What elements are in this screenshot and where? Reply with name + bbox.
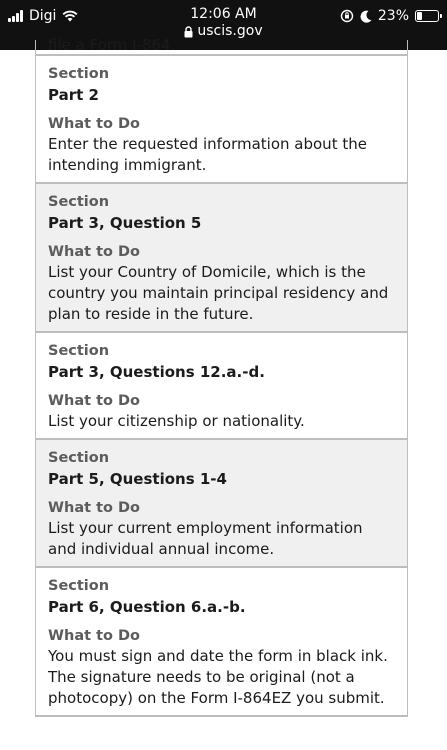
section-label: Section xyxy=(48,66,110,82)
table-row-fragment xyxy=(36,34,407,56)
battery-icon xyxy=(415,10,439,22)
carrier-name: Digi xyxy=(29,8,57,24)
table-row xyxy=(36,184,407,333)
todo-label: What to Do xyxy=(48,500,141,516)
page-content xyxy=(0,36,447,750)
todo-text: You must sign and date the form in black ink. The signature needs to be original (not a photocopy) on the Form I-864EZ you submit. xyxy=(48,647,388,707)
row-fragment-text: file a Form I-864. xyxy=(48,36,176,54)
todo-text: Enter the requested information about the intending immigrant. xyxy=(48,135,367,174)
section-value: Part 5, Questions 1-4 xyxy=(48,470,227,488)
orientation-lock-icon xyxy=(340,9,354,23)
todo-label: What to Do xyxy=(48,628,141,644)
section-label: Section xyxy=(48,578,110,594)
section-value: Part 3, Questions 12.a.-d. xyxy=(48,363,265,381)
status-time: 12:06 AM xyxy=(190,6,257,22)
moon-icon xyxy=(360,10,372,23)
table-row xyxy=(36,333,407,440)
table-row xyxy=(36,440,407,568)
instructions-table xyxy=(35,36,408,717)
todo-text: List your Country of Domicile, which is the country you maintain principal residency and plan to reside in the future. xyxy=(48,263,389,323)
table-row xyxy=(36,56,407,184)
todo-label: What to Do xyxy=(48,393,141,409)
battery-percent: 23% xyxy=(377,8,409,24)
todo-text: List your citizenship or nationality. xyxy=(48,412,305,430)
todo-text: List your current employment information and individual annual income. xyxy=(48,519,363,558)
todo-label: What to Do xyxy=(48,244,141,260)
url-text: uscis.gov xyxy=(197,23,263,39)
table-row xyxy=(36,568,407,717)
section-label: Section xyxy=(48,343,110,359)
section-value: Part 3, Question 5 xyxy=(48,214,202,232)
section-label: Section xyxy=(48,194,110,210)
section-label: Section xyxy=(48,450,110,466)
table-rows xyxy=(36,56,407,717)
battery-fill xyxy=(417,12,422,20)
status-right xyxy=(340,8,439,24)
todo-label: What to Do xyxy=(48,116,141,132)
section-value: Part 2 xyxy=(48,86,99,104)
section-value: Part 6, Question 6.a.-b. xyxy=(48,598,246,616)
